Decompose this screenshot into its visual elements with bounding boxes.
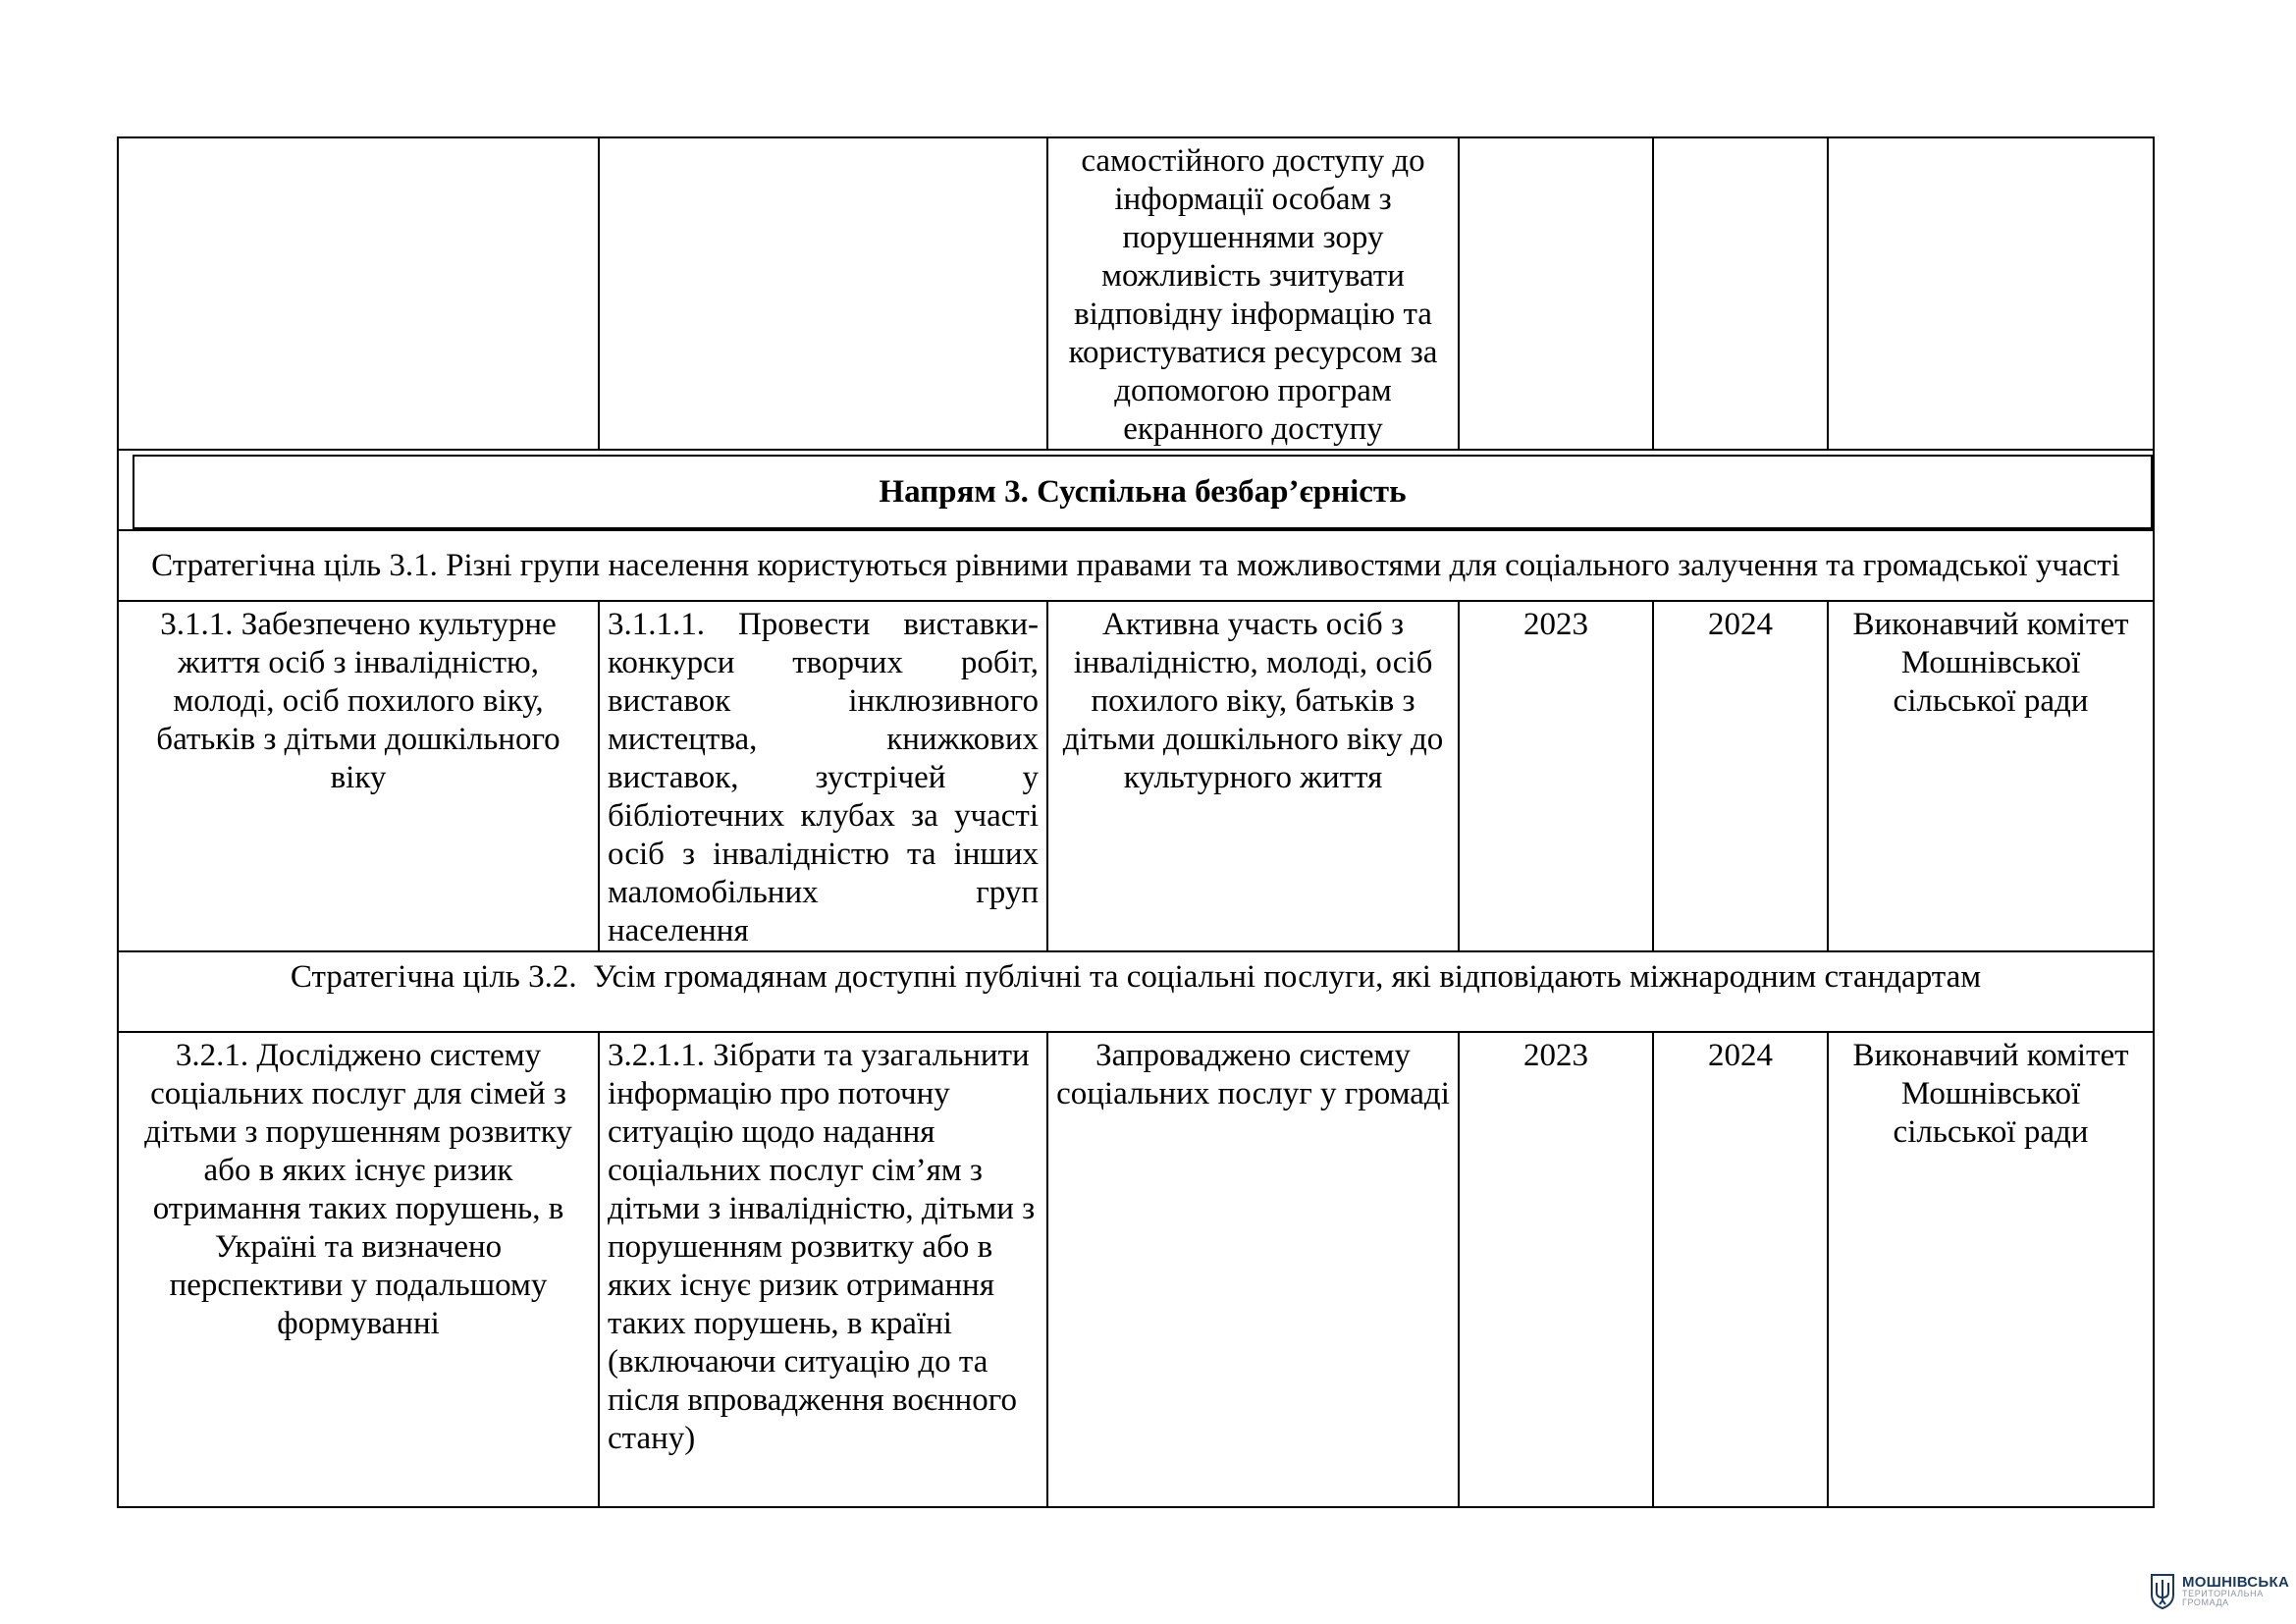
task-text: 3.1.1. Забезпечено культурне життя осіб з інвалідністю, молоді, осіб похилого віку, батьків з дітьми дошкільного віку <box>156 607 561 795</box>
start-year: 2023 <box>1523 607 1588 642</box>
table-cell <box>118 137 599 450</box>
direction-title-box <box>133 455 2153 529</box>
action-line: конкурси творчих робіт, <box>608 645 1039 680</box>
direction-title: Напрям 3. Суспільна безбар’єрність <box>879 473 1407 510</box>
goal-row <box>118 530 2154 601</box>
goal-cell <box>118 530 2154 601</box>
result-cell <box>1047 601 1459 951</box>
task-text: 3.2.1. Досліджено систему соціальних послуг для сімей з дітьми з порушенням розвитку або в яких існує ризик отримання таких порушень, в Україні та визначено перспективи у подальшому формуванні <box>144 1038 572 1341</box>
table-cell <box>1459 137 1653 450</box>
action-line: осіб з інвалідністю та інших <box>608 837 1039 872</box>
table-cell <box>1828 137 2154 450</box>
action-cell <box>599 1032 1047 1507</box>
table-row <box>118 1032 2154 1507</box>
action-line: маломобільних груп <box>608 875 1039 910</box>
table-row <box>118 601 2154 951</box>
goal-3-1-text: Стратегічна ціль 3.1. Різні групи населення користуються рівними правами та можливостями для соціального залучення та громадської участі <box>151 547 2120 583</box>
end-year: 2024 <box>1708 1038 1773 1073</box>
table-cell <box>1653 137 1828 450</box>
table-row <box>118 137 2154 450</box>
executor-text: Виконавчий комітет Мошнівської сільської ради <box>1852 1038 2129 1150</box>
task-cell <box>118 601 599 951</box>
start-year: 2023 <box>1523 1038 1588 1073</box>
logo-text <box>2182 1575 2289 1607</box>
action-line: виставок, зустрічей у <box>608 760 1039 795</box>
direction-cell <box>118 450 2154 530</box>
end-year-cell <box>1653 601 1828 951</box>
action-line: 3.1.1.1. Провести виставки- <box>608 607 1039 642</box>
start-year-cell <box>1459 1032 1653 1507</box>
result-text: Запроваджено систему соціальних послуг у громаді <box>1056 1038 1450 1111</box>
action-line: населення <box>608 913 749 948</box>
executor-cell <box>1828 1032 2154 1507</box>
table-cell <box>1047 137 1459 450</box>
start-year-cell <box>1459 601 1653 951</box>
community-logo <box>2149 1571 2289 1610</box>
direction-row <box>118 450 2154 530</box>
trident-icon <box>2149 1571 2176 1610</box>
task-cell <box>118 1032 599 1507</box>
end-year-cell <box>1653 1032 1828 1507</box>
goal-row <box>118 951 2154 1032</box>
table-cell <box>599 137 1047 450</box>
program-table <box>117 136 2155 1508</box>
result-text: Активна участь осіб з інвалідністю, молоді, осіб похилого віку, батьків з дітьми дошкільного віку до культурного життя <box>1062 607 1444 795</box>
action-line: виставок інклюзивного <box>608 683 1039 719</box>
executor-cell <box>1828 601 2154 951</box>
result-cell <box>1047 1032 1459 1507</box>
goal-cell <box>118 951 2154 1032</box>
executor-text: Виконавчий комітет Мошнівської сільської ради <box>1852 607 2129 719</box>
action-text: 3.2.1.1. Зібрати та узагальнити інформацію про поточну ситуацію щодо надання соціальних послуг сім’ям з дітьми з інвалідністю, дітьми з порушенням розвитку або в яких існує ризик отримання таких порушень, в країні (включаючи ситуацію до та після впровадження воєнного стану) <box>608 1038 1036 1456</box>
goal-3-2-text: Стратегічна ціль 3.2. Усім громадянам доступні публічні та соціальні послуги, які відповідають міжнародним стандартам <box>290 959 1982 995</box>
logo-title: МОШНІВСЬКА <box>2182 1573 2290 1591</box>
action-cell <box>599 601 1047 951</box>
logo-subtitle: ТЕРИТОРІАЛЬНА <box>2182 1588 2264 1598</box>
logo-subtitle: ГРОМАДА <box>2182 1597 2229 1607</box>
action-line: бібліотечних клубах за участі <box>608 798 1039 834</box>
end-year: 2024 <box>1708 607 1773 642</box>
cell-text: самостійного доступу до інформації особам з порушеннями зору можливість зчитувати відповідну інформацію та користуватися ресурсом за допомогою програм екранного доступу <box>1068 143 1438 447</box>
action-line: мистецтва, книжкових <box>608 722 1039 757</box>
